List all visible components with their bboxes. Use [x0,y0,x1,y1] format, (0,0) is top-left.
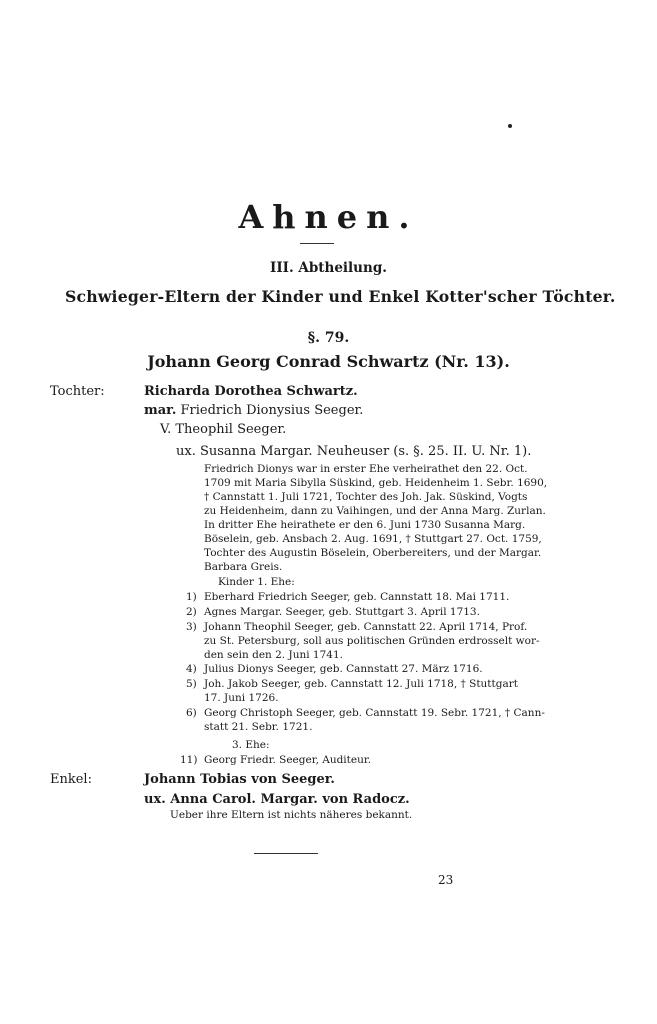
children-first-label: Kinder 1. Ehe: [218,576,295,588]
grandson-ux: ux. Anna Carol. Margar. von Radocz. [144,792,410,807]
child-entry [204,620,540,662]
daughter-label: Tochter: [50,384,105,399]
child-entry [204,677,518,705]
daughter-name: Richarda Dorothea Schwartz. [144,384,358,399]
grandson-note: Ueber ihre Eltern ist nichts näheres bekannt. [170,809,413,821]
child-line: Joh. Jakob Seeger, geb. Cannstatt 12. Juli 1718, † Stuttgart [204,678,518,690]
child-num: 6) [186,707,197,719]
note-line: zu Heidenheim, dann zu Vaihingen, und der Anna Marg. Zurlan. [204,505,546,517]
child-num: 4) [186,663,197,675]
child-line: 17. Juni 1726. [204,692,279,704]
note-line: Böselein, geb. Ansbach 2. Aug. 1691, † Stuttgart 27. Oct. 1759, [204,533,542,545]
child-line: zu St. Petersburg, soll aus politischen Gründen erdrosselt wor- [204,635,540,647]
child-entry: Eberhard Friedrich Seeger, geb. Cannstatt 18. Mai 1711. [204,591,510,603]
bottom-rule [254,853,318,854]
marriage-line [144,403,363,418]
child-entry [204,706,545,734]
paragraph-number: §. 79. [307,330,350,346]
page-title: Ahnen. [238,198,419,236]
note-line: 1709 mit Maria Sibylla Süskind, geb. Heidenheim 1. Sebr. 1690, [204,477,548,489]
child-num: 3) [186,621,197,633]
ux-line: ux. Susanna Margar. Neuheuser (s. §. 25. II. U. Nr. 1). [176,444,532,459]
ink-speck [508,124,512,128]
child-line: Georg Christoph Seeger, geb. Cannstatt 19. Sebr. 1721, † Cann- [204,707,545,719]
child-num: 11) [180,754,198,766]
mar-prefix: mar. [144,403,177,418]
title-rule [300,243,334,244]
note-line: † Cannstatt 1. Juli 1721, Tochter des Joh. Jak. Süskind, Vogts [204,491,528,503]
note-line: In dritter Ehe heirathete er den 6. Juni 1730 Susanna Marg. [204,519,526,531]
child-num: 2) [186,606,197,618]
children-third-label: 3. Ehe: [232,739,270,751]
note-line: Barbara Greis. [204,561,283,573]
child-entry: Agnes Margar. Seeger, geb. Stuttgart 3. April 1713. [204,606,480,618]
person-heading: Johann Georg Conrad Schwartz (Nr. 13). [147,352,510,371]
note-line: Tochter des Augustin Böselein, Oberbereiters, und der Margar. [204,547,542,559]
marriage-notes [204,462,547,574]
child-num: 1) [186,591,197,603]
note-line: Friedrich Dionys war in erster Ehe verheirathet den 22. Oct. [204,463,528,475]
child-entry: Julius Dionys Seeger, geb. Cannstatt 27. März 1716. [204,663,483,675]
section-heading: III. Abtheilung. [270,260,387,276]
grandson-label: Enkel: [50,772,92,787]
father-line: V. Theophil Seeger. [160,422,287,437]
grandson-name: Johann Tobias von Seeger. [144,772,335,787]
child-line: Johann Theophil Seeger, geb. Cannstatt 22. April 1714, Prof. [204,621,528,633]
child-line: den sein den 2. Juni 1741. [204,649,343,661]
child-entry: Georg Friedr. Seeger, Auditeur. [204,754,372,766]
chapter-heading: Schwieger-Eltern der Kinder und Enkel Kotter'scher Töchter. [65,287,616,306]
child-num: 5) [186,678,197,690]
page-number: 23 [438,873,454,887]
spouse-name: Friedrich Dionysius Seeger. [180,403,364,418]
child-line: statt 21. Sebr. 1721. [204,721,313,733]
